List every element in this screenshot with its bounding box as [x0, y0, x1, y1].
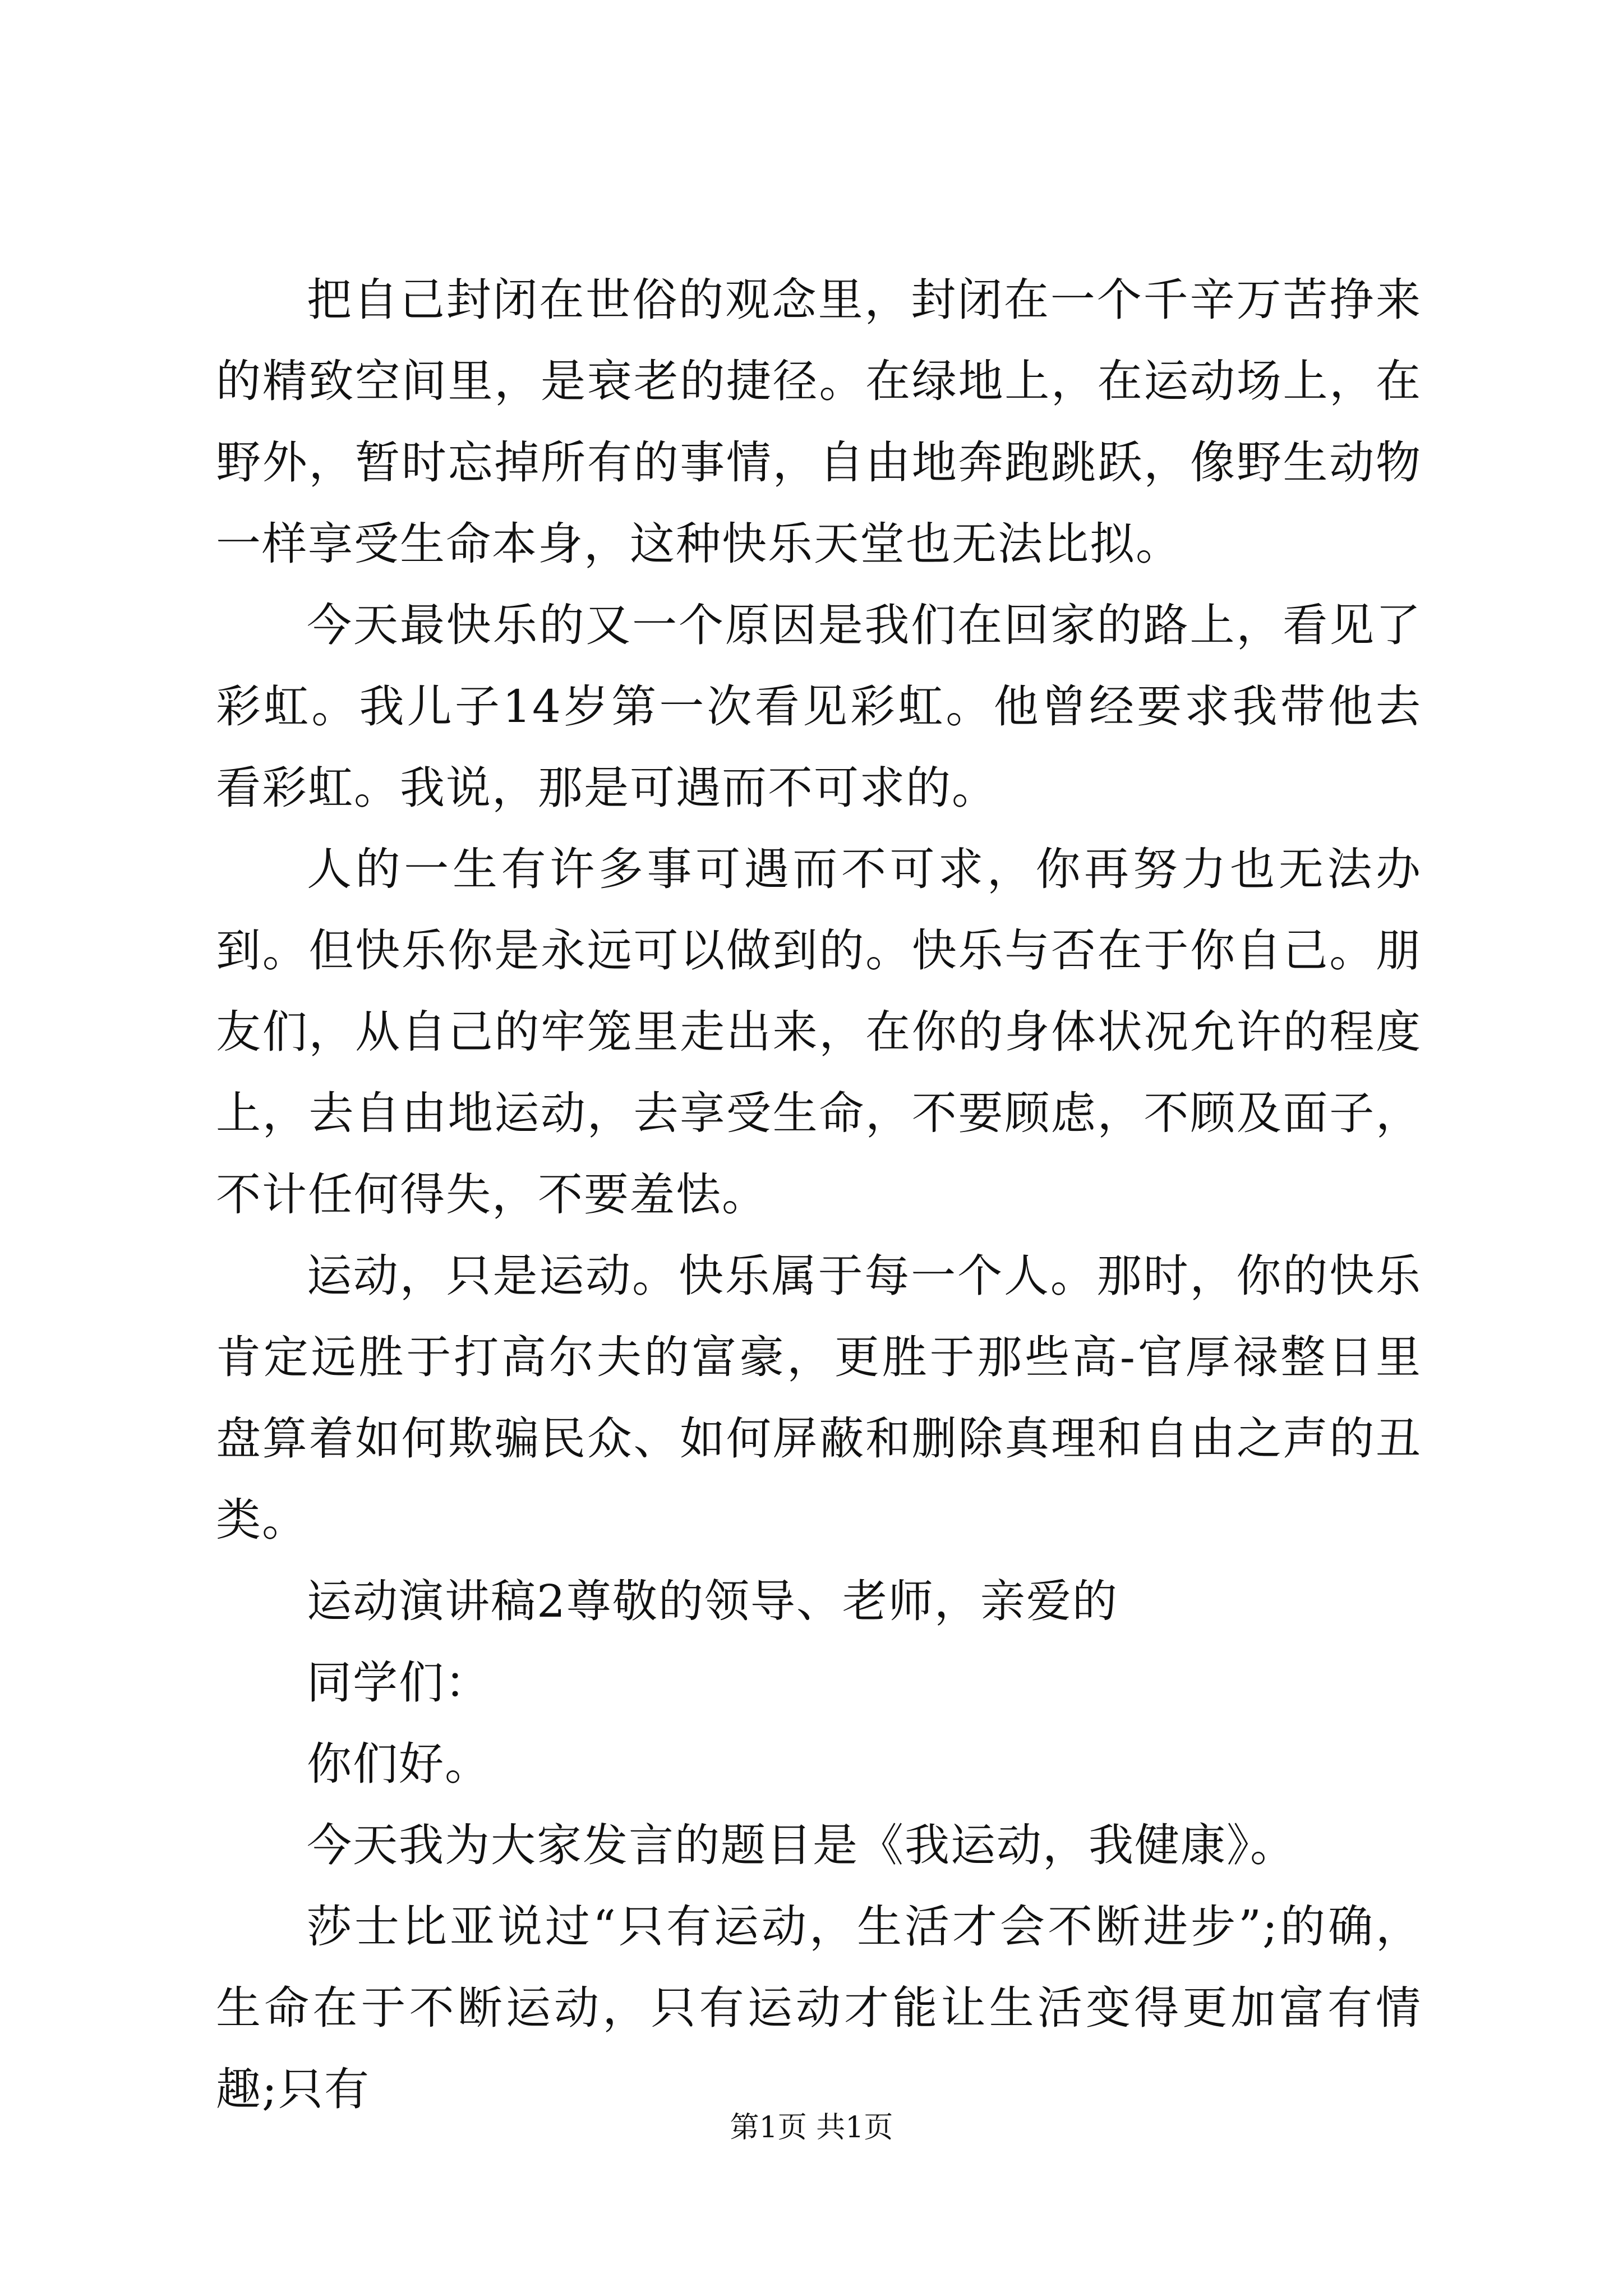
paragraph: 运动演讲稿2尊敬的领导、老师，亲爱的 — [307, 1575, 1118, 1627]
paragraph: 把自己封闭在世俗的观念里，封闭在一个千辛万苦挣来的精致空间里，是衰老的捷径。在绿地上，在运动场上，在野外，暂时忘掉所有的事情，自由地奔跑跳跃，像野生动物一样享受生命本身，这种快乐天堂也无法比拟。 — [216, 274, 1422, 570]
document-body — [216, 259, 1422, 2130]
page-footer: 第1页 共1页 — [730, 2111, 893, 2145]
paragraph: 你们好。 — [307, 1738, 491, 1790]
paragraph: 今天最快乐的又一个原因是我们在回家的路上，看见了彩虹。我儿子14岁第一次看见彩虹。他曾经要求我带他去看彩虹。我说，那是可遇而不可求的。 — [216, 599, 1422, 814]
paragraph: 人的一生有许多事可遇而不可求，你再努力也无法办到。但快乐你是永远可以做到的。快乐与否在于你自己。朋友们，从自己的牢笼里走出来，在你的身体状况允许的程度上，去自由地运动，去享受生命，不要顾虑，不顾及面子，不计任何得失，不要羞怯。 — [216, 843, 1422, 1221]
paragraph: 同学们： — [307, 1657, 491, 1709]
paragraph: 运动，只是运动。快乐属于每一个人。那时，你的快乐肯定远胜于打高尔夫的富豪，更胜于那些高-官厚禄整日里盘算着如何欺骗民众、如何屏蔽和删除真理和自由之声的丑类。 — [216, 1250, 1422, 1546]
paragraph: 今天我为大家发言的题目是《我运动，我健康》。 — [307, 1819, 1296, 1871]
paragraph: 莎士比亚说过“只有运动，生活才会不断进步”;的确，生命在于不断运动，只有运动才能让生活变得更加富有情趣;只有 — [216, 1901, 1422, 2115]
